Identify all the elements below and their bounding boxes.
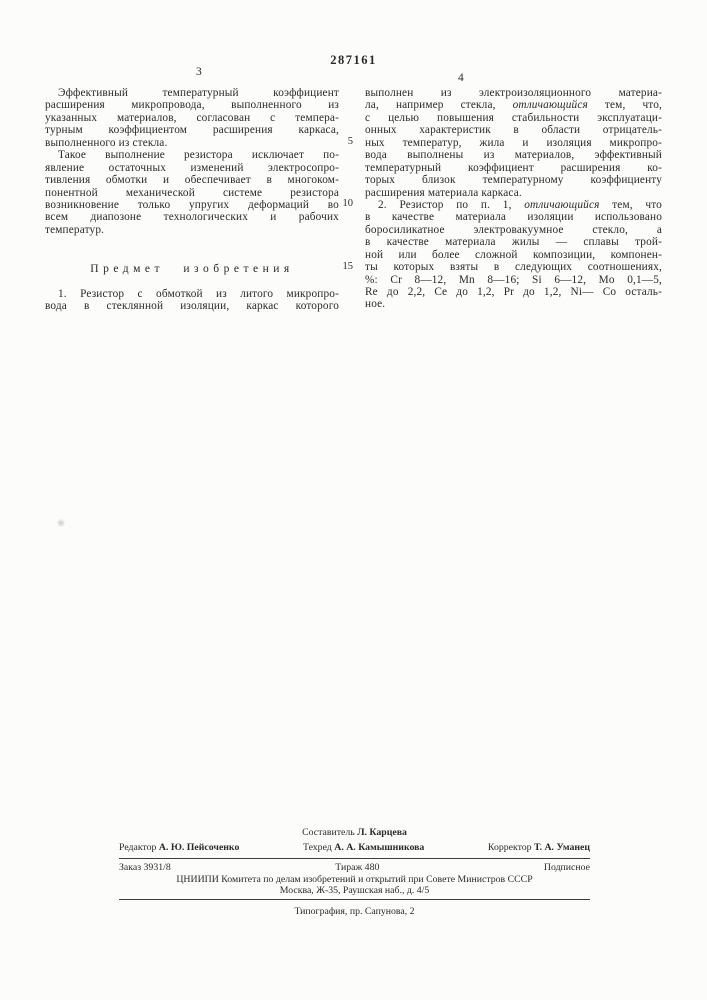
subscription-note: Подписное (543, 862, 590, 873)
composer-name: Л. Карцева (357, 827, 407, 838)
techred-name: А. А. Камышникова (334, 842, 425, 853)
left-column-claim-text (45, 288, 339, 313)
text-line: ной или более сложной композиции, компонен- (365, 248, 662, 261)
text-line: всем диапозоне технологических и рабочих (45, 211, 339, 224)
credits-row (119, 842, 590, 853)
text-line: ла, например стекла, отличающийся тем, что, (365, 99, 662, 112)
text-line: с целью повышения стабильности эксплуатаци- (365, 111, 662, 124)
divider-rule-top (119, 858, 590, 859)
margin-line-number-5: 5 (347, 136, 353, 147)
text-line: температур. (45, 223, 105, 236)
editor-name: А. Ю. Пейсоченко (158, 842, 240, 853)
composer-label: Составитель (302, 827, 355, 838)
text-line: выполнен из электроизоляционного материа- (365, 87, 662, 99)
corrector-label: Корректор (487, 842, 532, 853)
text-line: понентной механической системе резистора (45, 186, 339, 199)
patent-number: 287161 (330, 53, 377, 67)
text-line: Такое выполнение резистора исключает по- (58, 149, 339, 162)
text-line: расширения микропровода, выполненного из (45, 99, 339, 112)
text-line: явление остаточных изменений электросопро- (45, 161, 339, 174)
section-heading: Предмет изобретения (90, 263, 294, 275)
text-line: температурный коэффициент расширения ко- (365, 161, 662, 174)
text-line: указанных материалов, согласован с темпера- (45, 111, 339, 124)
left-column-text (45, 87, 339, 236)
text-line: онных характеристик в области отрицатель- (365, 124, 662, 137)
scan-speck (57, 518, 65, 528)
text-line: тивления обмотки и обеспечивает в многоком- (45, 174, 339, 187)
text-line: Эффективный температурный коэффициент (58, 87, 339, 99)
print-info-row (119, 862, 590, 873)
divider-rule-bottom (119, 899, 590, 900)
text-line: Re до 2,2, Ce до 1,2, Pr до 1,2, Ni— Co осталь- (365, 286, 662, 298)
techred-credit (303, 842, 424, 853)
text-line: расширения материала каркаса. (365, 186, 522, 199)
column-number-left: 3 (196, 66, 202, 78)
text-line: в качестве материала жилы — сплавы трой- (365, 236, 662, 249)
tirage: Тираж 480 (335, 862, 380, 873)
typography-line: Типография, пр. Сапунова, 2 (294, 906, 415, 917)
text-line: 1. Резистор с обмоткой из литого микропро- (58, 288, 339, 300)
column-number-right: 4 (458, 72, 464, 84)
editor-label: Редактор (119, 842, 157, 853)
margin-line-number-15: 15 (342, 261, 353, 272)
text-line: возникновение только упругих деформаций во (45, 198, 339, 211)
text-line: в качестве материала изоляции использовано (365, 211, 662, 224)
text-line: боросиликатное электровакуумное стекло, а (365, 223, 662, 236)
text-line: вода выполнены из материалов, эффективный (365, 149, 662, 162)
text-line: ное. (365, 298, 386, 311)
right-column-text (365, 87, 662, 311)
address-line: Москва, Ж-35, Раушская наб., д. 4/5 (279, 885, 430, 896)
text-line: турным коэффициентом расширения каркаса, (45, 124, 339, 137)
composer-line (119, 827, 590, 838)
text-line: 2. Резистор по п. 1, отличающийся тем, что (378, 198, 662, 211)
text-line: вода в стеклянной изоляции, каркас которого (45, 300, 339, 313)
text-line: %: Cr 8—12, Mn 8—16; Si 6—12, Mo 0,1—5, (365, 273, 662, 286)
text-line: ных температур, жила и изоляция микропро- (365, 136, 662, 149)
text-line: выполненного из стекла. (45, 136, 168, 149)
text-line: ты которых взяты в следующих соотношениях, (365, 261, 662, 274)
margin-line-number-10: 10 (342, 198, 353, 209)
imprint-footer (119, 827, 590, 917)
corrector-credit (488, 842, 590, 853)
corrector-name: Т. А. Уманец (534, 842, 590, 853)
editor-credit (119, 842, 239, 853)
organization-line: ЦНИИПИ Комитета по делам изобретений и открытий при Совете Министров СССР (176, 874, 533, 885)
techred-label: Техред (302, 842, 332, 853)
order-number: Заказ 3931/8 (119, 862, 171, 873)
text-line: торых близок температурному коэффициенту (365, 174, 662, 187)
